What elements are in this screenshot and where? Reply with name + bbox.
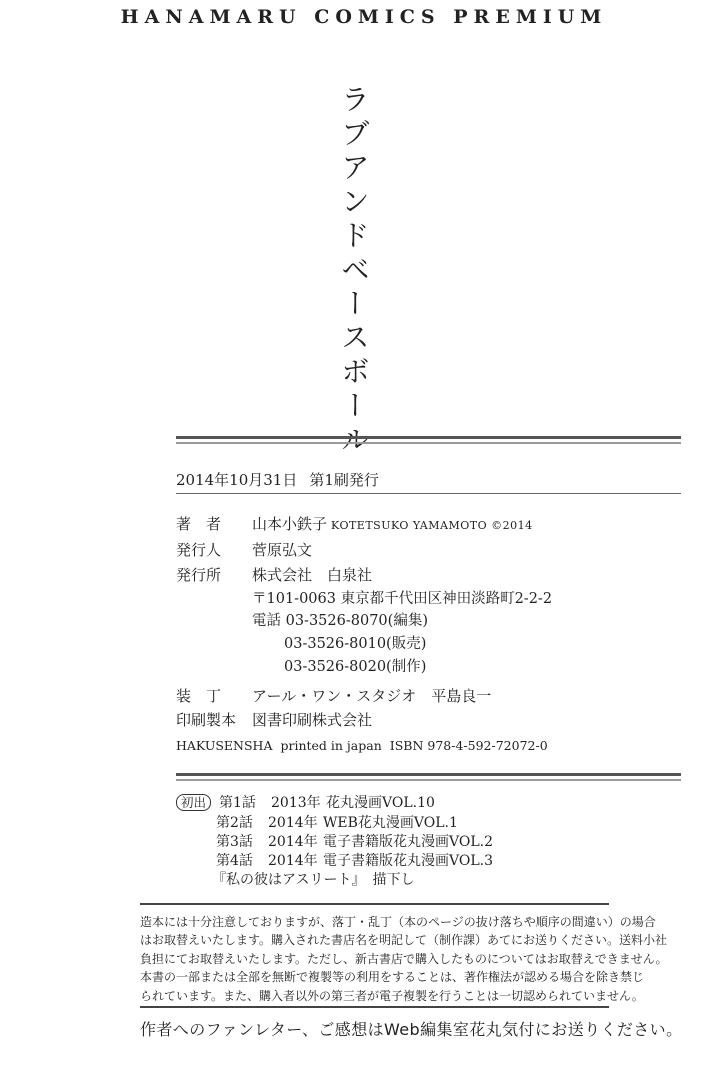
book-title: ラブアンドベースボール xyxy=(337,84,371,458)
publication-underline xyxy=(176,493,681,494)
first-appearance-badge: 初出 xyxy=(176,794,211,811)
printing-value: 第1刷発行 xyxy=(309,471,379,489)
phone-production: 03-3526-8020(制作) xyxy=(284,659,427,675)
isbn-printed: printed in japan xyxy=(280,738,382,753)
print-row xyxy=(176,709,372,730)
notice-line: られています。また、購入者以外の第三者が電子複製を行うことは一切認められていません。 xyxy=(140,988,644,1003)
phone-line-1 xyxy=(252,609,428,630)
history-year: 2014年 xyxy=(268,815,318,831)
design-name: アール・ワン・スタジオ 平島良一 xyxy=(252,687,492,705)
notice-line: 造本には十分注意しておりますが、落丁・乱丁（本のページの抜け落ちや順序の間違い）の場合 xyxy=(140,915,656,929)
author-row xyxy=(176,513,533,534)
notice-line: はお取替えいたします。購入された書店名を明記して（制作課）あてにお送りください。送料小社 xyxy=(140,933,668,948)
history-venue: WEB花丸漫画VOL.1 xyxy=(323,815,458,831)
design-row xyxy=(176,685,491,706)
publisher-name: 菅原弘文 xyxy=(252,541,313,559)
history-entry xyxy=(216,850,493,870)
history-chapter: 第2話 xyxy=(216,815,253,831)
print-name: 図書印刷株式会社 xyxy=(252,711,373,729)
notice-line: 負担にてお取替えいたします。ただし、新古書店で購入したものについてはお取替えできません。 xyxy=(140,951,668,966)
print-label: 印刷製本 xyxy=(176,711,237,729)
publisher-row xyxy=(176,539,312,560)
history-year: 2013年 xyxy=(271,795,321,811)
history-year: 2014年 xyxy=(268,834,318,850)
isbn-publisher: HAKUSENSHA xyxy=(176,738,273,753)
office-label: 発行所 xyxy=(176,566,222,584)
isbn-code: ISBN 978-4-592-72072-0 xyxy=(389,738,548,753)
history-extra: 『私の彼はアスリート』 描下し xyxy=(212,872,415,888)
office-name: 株式会社 白泉社 xyxy=(252,566,373,584)
history-venue: 電子書籍版花丸漫画VOL.2 xyxy=(323,834,493,850)
history-year: 2014年 xyxy=(268,853,318,869)
notice-line: 本書の一部または全部を無断で複製等の利用をすることは、著作権法が認める場合を除き禁じ xyxy=(140,970,645,985)
author-label: 著 者 xyxy=(176,515,222,533)
phone-prefix: 電話 xyxy=(252,613,281,629)
series-name: HANAMARU COMICS PREMIUM xyxy=(120,6,608,28)
office-row xyxy=(176,564,372,585)
history-venue: 花丸漫画VOL.10 xyxy=(326,795,435,811)
phone-editorial: 03-3526-8070(編集) xyxy=(285,613,428,629)
divider-top xyxy=(176,436,681,444)
phone-sales: 03-3526-8010(販売) xyxy=(284,636,427,652)
author-name: 山本小鉄子 xyxy=(252,515,328,533)
notice-box xyxy=(140,903,668,1008)
author-copyright: KOTETSUKO YAMAMOTO ©2014 xyxy=(331,519,533,532)
history-entry xyxy=(216,812,458,832)
history-chapter: 第4話 xyxy=(216,853,253,869)
divider-middle xyxy=(176,773,681,781)
design-label: 装 丁 xyxy=(176,687,222,705)
fan-letter-note: 作者へのファンレター、ご感想はWeb編集室花丸気付にお送りください。 xyxy=(140,1020,683,1039)
publication-date xyxy=(176,469,379,490)
publication-date-value: 2014年10月31日 xyxy=(176,471,298,489)
history-chapter: 第1話 xyxy=(219,795,256,811)
office-address: 〒101-0063 東京都千代田区神田淡路町2-2-2 xyxy=(252,591,553,607)
history-entry xyxy=(176,792,435,812)
isbn-line xyxy=(176,738,548,753)
publisher-label: 発行人 xyxy=(176,541,222,559)
history-chapter: 第3話 xyxy=(216,834,253,850)
history-venue: 電子書籍版花丸漫画VOL.3 xyxy=(323,853,493,869)
history-entry xyxy=(216,831,493,851)
